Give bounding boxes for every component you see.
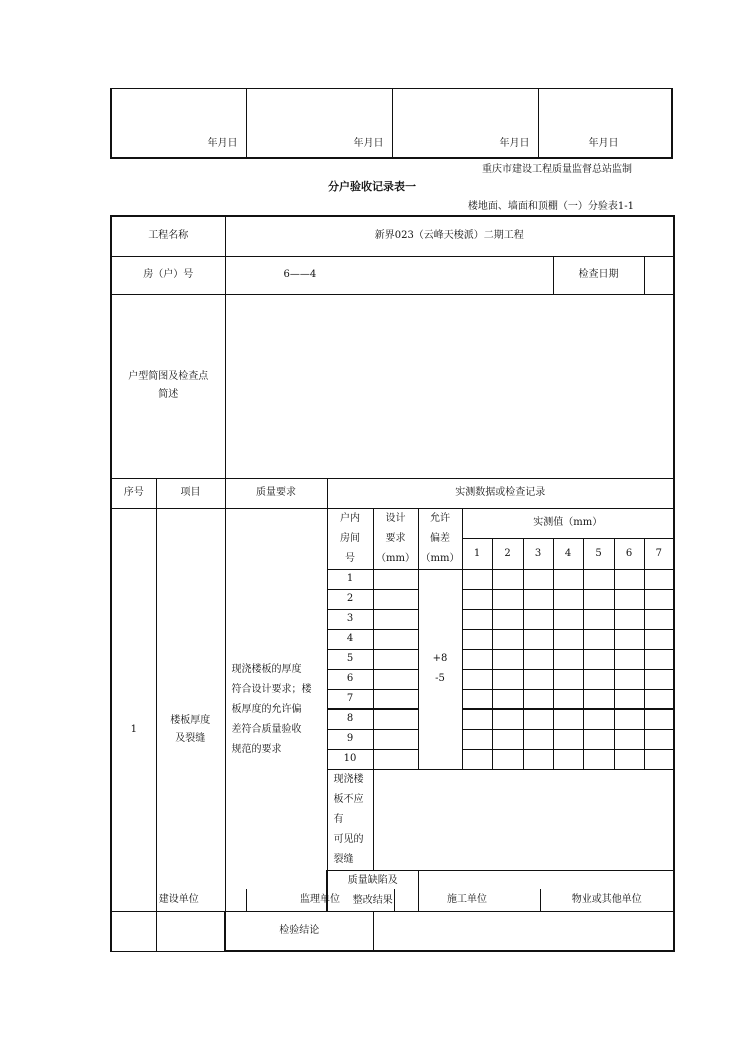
measure-cell (553, 589, 583, 609)
room-number: 8 (327, 709, 373, 729)
form-title: 分户验收记录表一 (328, 180, 416, 193)
measure-cell (523, 609, 553, 629)
measure-cell (583, 669, 614, 689)
room-number: 2 (327, 589, 373, 609)
design-value-cell (373, 689, 418, 709)
measure-cell (644, 609, 674, 629)
date-cell (392, 89, 538, 158)
seq-header: 序号 (111, 478, 156, 508)
project-name-value: 新界023（云峰天梭派）二期工程 (225, 216, 674, 256)
measure-cell (523, 669, 553, 689)
date-label: 年月日 (588, 137, 619, 149)
floor-plan-label-line1: 户型简图及检查点 (128, 371, 209, 382)
inspection-form-table (110, 215, 675, 952)
crack-record-cell (373, 769, 674, 870)
room-number: 1 (327, 569, 373, 589)
measure-cell (614, 629, 644, 649)
design-value-cell (373, 589, 418, 609)
measure-cell (492, 609, 523, 629)
measure-cell (553, 609, 583, 629)
req-line: 符合设计要求；楼 (231, 683, 312, 695)
measure-cell (492, 669, 523, 689)
measure-cell (583, 689, 614, 709)
measure-cell (644, 649, 674, 669)
measure-cell (523, 709, 553, 729)
allow-dev-header (418, 508, 462, 569)
allow-minus: -5 (435, 673, 445, 684)
measure-cell (644, 589, 674, 609)
room-number: 9 (327, 729, 373, 749)
room-number: 7 (327, 689, 373, 709)
measured-value-header: 实测值（mm） (462, 508, 674, 539)
room-col-line: 号 (345, 552, 355, 564)
measure-cell (583, 729, 614, 749)
measure-cell (492, 649, 523, 669)
measure-cell (462, 709, 492, 729)
measure-cell (583, 609, 614, 629)
measure-cell (553, 569, 583, 589)
conclusion-value (373, 911, 674, 951)
measure-cell (583, 589, 614, 609)
measure-cell (644, 669, 674, 689)
measured-record-header: 实测数据或检查记录 (327, 478, 674, 508)
allow-line: 允许 (430, 512, 450, 524)
measure-col-header: 5 (583, 539, 614, 570)
measure-cell (583, 649, 614, 669)
design-value-cell (373, 669, 418, 689)
req-line: 现浇楼板的厚度 (231, 663, 302, 675)
measure-cell (492, 709, 523, 729)
defects-line: 质量缺陷及 (347, 874, 398, 886)
design-value-cell (373, 649, 418, 669)
item-header: 项目 (156, 478, 225, 508)
measure-cell (614, 729, 644, 749)
measure-cell (583, 569, 614, 589)
design-value-cell (373, 629, 418, 649)
date-label: 年月日 (207, 137, 238, 149)
measure-cell (462, 689, 492, 709)
measure-col-header: 1 (462, 539, 492, 570)
design-line: 要求 (385, 532, 406, 544)
measure-cell (614, 589, 644, 609)
measure-col-header: 2 (492, 539, 523, 570)
allow-line: 偏差 (430, 532, 450, 544)
unit-build: 建设单位 (111, 889, 246, 911)
room-no-label: 房（户）号 (111, 256, 225, 294)
measure-cell (614, 609, 644, 629)
allow-plus: +8 (432, 653, 448, 664)
measure-cell (462, 649, 492, 669)
quality-req-header: 质量要求 (225, 478, 327, 508)
measure-cell (492, 729, 523, 749)
conclusion-label: 检验结论 (225, 911, 373, 951)
measure-col-header: 3 (523, 539, 553, 570)
measure-cell (614, 689, 644, 709)
measure-cell (492, 629, 523, 649)
measure-cell (614, 749, 644, 769)
date-label: 年月日 (499, 137, 530, 149)
measure-cell (614, 709, 644, 729)
check-date-label: 检查日期 (553, 256, 644, 294)
row-seq: 1 (111, 508, 156, 951)
measure-cell (492, 569, 523, 589)
measure-cell (462, 729, 492, 749)
measure-cell (462, 569, 492, 589)
measure-cell (523, 569, 553, 589)
floor-plan-area (225, 294, 674, 478)
design-value-cell (373, 729, 418, 749)
room-col-header (327, 508, 373, 569)
measure-cell (553, 749, 583, 769)
measure-cell (644, 709, 674, 729)
date-label: 年月日 (353, 137, 384, 149)
measure-cell (523, 589, 553, 609)
measure-cell (523, 729, 553, 749)
measure-cell (644, 629, 674, 649)
design-value-cell (373, 709, 418, 729)
measure-cell (492, 689, 523, 709)
measure-col-header: 7 (644, 539, 674, 570)
req-line: 板厚度的允许偏 (231, 703, 302, 715)
measure-cell (462, 629, 492, 649)
measure-cell (553, 709, 583, 729)
allow-dev-value (418, 569, 462, 769)
crack-req-cell (327, 769, 373, 870)
measure-cell (462, 749, 492, 769)
room-number: 6 (327, 669, 373, 689)
form-subtitle: 楼地面、墙面和顶棚（一）分验表1-1 (467, 201, 634, 212)
unit-property: 物业或其他单位 (540, 889, 674, 911)
signature-units-table (110, 889, 675, 912)
measure-cell (583, 709, 614, 729)
item-line: 楼板厚度 (170, 714, 211, 726)
floor-plan-label-line2: 简述 (158, 389, 179, 400)
measure-cell (644, 729, 674, 749)
req-line: 规范的要求 (231, 743, 282, 755)
check-date-value (644, 256, 674, 294)
previous-signature-table (110, 88, 673, 159)
room-number: 4 (327, 629, 373, 649)
measure-cell (492, 749, 523, 769)
measure-cell (614, 669, 644, 689)
org-note: 重庆市建设工程质量监督总站监制 (482, 164, 632, 175)
measure-cell (553, 729, 583, 749)
item-line: 及裂缝 (175, 732, 206, 744)
measure-cell (523, 689, 553, 709)
design-value-cell (373, 749, 418, 769)
measure-cell (462, 669, 492, 689)
measure-cell (523, 749, 553, 769)
room-no-value: 6——4 (225, 256, 553, 294)
measure-cell (553, 669, 583, 689)
measure-cell (644, 689, 674, 709)
measure-cell (614, 569, 644, 589)
measure-cell (523, 629, 553, 649)
crack-line: 可见的裂缝 (333, 833, 364, 865)
measure-cell (462, 589, 492, 609)
design-line: 设计 (385, 512, 406, 524)
req-line: 差符合质量验收 (231, 723, 302, 735)
measure-cell (644, 749, 674, 769)
measure-cell (492, 589, 523, 609)
design-req-header (373, 508, 418, 569)
quality-req-cell (225, 508, 327, 911)
measure-col-header: 4 (553, 539, 583, 570)
date-cell (111, 89, 246, 158)
measure-cell (583, 749, 614, 769)
unit-construct: 施工单位 (394, 889, 540, 911)
measure-cell (462, 609, 492, 629)
measure-cell (553, 629, 583, 649)
room-col-line: 房间 (340, 532, 360, 544)
item-cell (156, 508, 225, 951)
date-cell (538, 89, 672, 158)
room-number: 5 (327, 649, 373, 669)
measure-cell (583, 629, 614, 649)
design-value-cell (373, 569, 418, 589)
room-number: 10 (327, 749, 373, 769)
measure-cell (644, 569, 674, 589)
allow-line: （mm） (420, 552, 460, 564)
measure-cell (553, 689, 583, 709)
measure-cell (614, 649, 644, 669)
room-col-line: 户内 (340, 512, 360, 524)
project-name-label: 工程名称 (111, 216, 225, 256)
measure-col-header: 6 (614, 539, 644, 570)
unit-supervise: 监理单位 (246, 889, 394, 911)
measure-cell (553, 649, 583, 669)
measure-cell (523, 649, 553, 669)
defects-line: 整改结果 (352, 894, 393, 906)
design-value-cell (373, 609, 418, 629)
floor-plan-label (111, 294, 225, 478)
crack-line: 现浇楼板不应有 (333, 773, 364, 825)
room-number: 3 (327, 609, 373, 629)
design-line: （mm） (376, 552, 415, 564)
date-cell (246, 89, 392, 158)
